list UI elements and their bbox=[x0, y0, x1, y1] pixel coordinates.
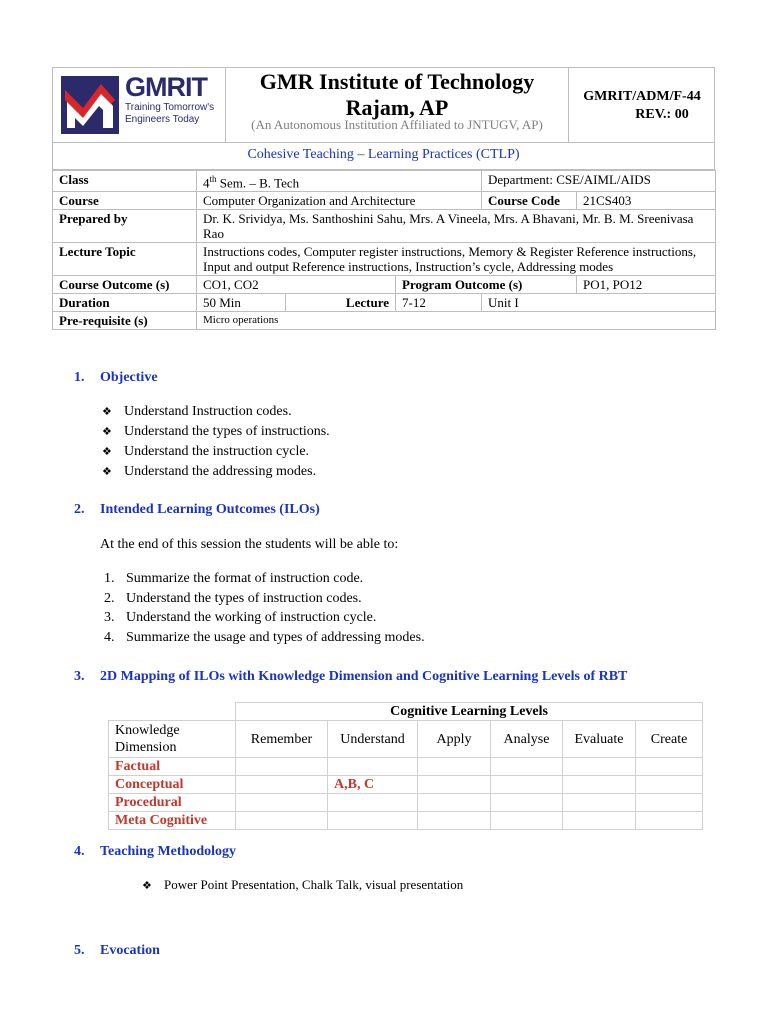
table-row bbox=[109, 703, 703, 721]
logo-tagline-2: Engineers Today bbox=[125, 114, 200, 125]
knowledge-dimension-label: Knowledge Dimension bbox=[109, 721, 236, 758]
section-number: 4. bbox=[74, 844, 85, 859]
dimension-factual: Factual bbox=[109, 758, 236, 776]
class-label: Class bbox=[53, 171, 197, 192]
course-code-value: 21CS403 bbox=[577, 192, 716, 210]
course-outcome-label: Course Outcome (s) bbox=[53, 276, 197, 294]
rbt-mapping-table bbox=[108, 702, 703, 830]
ilo-number: 1. bbox=[104, 571, 115, 586]
table-row bbox=[53, 210, 716, 243]
table-row bbox=[53, 276, 716, 294]
course-outcome-value: CO1, CO2 bbox=[197, 276, 396, 294]
table-row bbox=[53, 294, 716, 312]
list-item bbox=[102, 464, 316, 480]
class-value bbox=[197, 171, 482, 192]
program-outcome-label: Program Outcome (s) bbox=[396, 276, 577, 294]
section-methodology-heading bbox=[74, 844, 236, 860]
section-objective-heading bbox=[74, 370, 158, 386]
section-rbt-heading bbox=[74, 669, 627, 685]
institute-subtitle: (An Autonomous Institution Affiliated to JNTUGV, AP) bbox=[251, 117, 543, 132]
empty-cell bbox=[109, 703, 236, 721]
cognitive-levels-header: Cognitive Learning Levels bbox=[236, 703, 703, 721]
revision: REV.: 00 bbox=[635, 107, 689, 122]
ilo-text: Understand the working of instruction cycle. bbox=[126, 610, 377, 625]
section-title: Evocation bbox=[100, 943, 160, 958]
objective-text: Understand the instruction cycle. bbox=[124, 444, 310, 459]
list-item bbox=[104, 630, 425, 646]
diamond-bullet-icon: ❖ bbox=[102, 406, 112, 418]
table-row bbox=[109, 812, 703, 830]
dimension-procedural: Procedural bbox=[109, 794, 236, 812]
table-row bbox=[109, 758, 703, 776]
institute-line-1: GMR Institute of Technology bbox=[259, 69, 535, 94]
logo-cell bbox=[53, 68, 226, 142]
section-number: 5. bbox=[74, 943, 85, 958]
diamond-bullet-icon: ❖ bbox=[142, 880, 152, 892]
table-row bbox=[53, 312, 716, 330]
lecture-value: 7-12 bbox=[396, 294, 482, 312]
lecture-topic-label: Lecture Topic bbox=[53, 243, 197, 276]
prepared-by-label: Prepared by bbox=[53, 210, 197, 243]
level-analyse: Analyse bbox=[491, 721, 563, 758]
objective-text: Understand Instruction codes. bbox=[124, 404, 292, 419]
class-sem-suffix: th bbox=[209, 174, 217, 184]
section-number: 1. bbox=[74, 370, 85, 385]
level-understand: Understand bbox=[328, 721, 418, 758]
diamond-bullet-icon: ❖ bbox=[102, 466, 112, 478]
duration-value: 50 Min bbox=[197, 294, 286, 312]
course-code-label: Course Code bbox=[482, 192, 577, 210]
ilo-intro: At the end of this session the students will be able to: bbox=[100, 537, 399, 552]
program-outcome-value: PO1, PO12 bbox=[577, 276, 716, 294]
logo-tagline-1: Training Tomorrow's bbox=[125, 102, 215, 113]
conceptual-understand-cell: A,B, C bbox=[328, 776, 418, 794]
course-value: Computer Organization and Architecture bbox=[197, 192, 482, 210]
level-remember: Remember bbox=[236, 721, 328, 758]
list-item bbox=[142, 877, 463, 893]
diamond-bullet-icon: ❖ bbox=[102, 426, 112, 438]
diamond-bullet-icon: ❖ bbox=[102, 446, 112, 458]
institute-name bbox=[226, 68, 568, 121]
objective-text: Understand the types of instructions. bbox=[124, 424, 330, 439]
dimension-conceptual: Conceptual bbox=[109, 776, 236, 794]
duration-label: Duration bbox=[53, 294, 197, 312]
institute-line-2: Rajam, AP bbox=[345, 95, 449, 120]
course-label: Course bbox=[53, 192, 197, 210]
prepared-by-value: Dr. K. Srividya, Ms. Santhoshini Sahu, Mrs. A Vineela, Mrs. A Bhavani, Mr. B. M. Sreenivasa Rao bbox=[197, 210, 716, 243]
ilo-number: 3. bbox=[104, 610, 115, 625]
document-header bbox=[52, 67, 715, 143]
course-info-table bbox=[52, 170, 716, 330]
document-code: GMRIT/ADM/F-44 bbox=[583, 89, 701, 104]
logo-name: GMRIT bbox=[125, 72, 207, 102]
ilo-number: 2. bbox=[104, 591, 115, 606]
list-item bbox=[102, 444, 309, 460]
section-title: Objective bbox=[100, 370, 158, 385]
level-apply: Apply bbox=[418, 721, 491, 758]
section-evocation-heading bbox=[74, 943, 160, 959]
level-create: Create bbox=[636, 721, 703, 758]
prerequisite-value: Micro operations bbox=[197, 312, 716, 330]
class-sem-number: 4 bbox=[203, 175, 210, 191]
table-row bbox=[53, 243, 716, 276]
table-row bbox=[109, 721, 703, 758]
lecture-topic-value: Instructions codes, Computer register instructions, Memory & Register Reference instructions, Input and output Reference instructions, Instruction’s cycle, Addressing modes bbox=[197, 243, 716, 276]
section-title: Teaching Methodology bbox=[100, 844, 236, 859]
section-title: 2D Mapping of ILOs with Knowledge Dimension and Cognitive Learning Levels of RBT bbox=[100, 669, 628, 684]
methodology-text: Power Point Presentation, Chalk Talk, visual presentation bbox=[164, 877, 464, 892]
ilo-text: Summarize the format of instruction code. bbox=[126, 571, 364, 586]
level-evaluate: Evaluate bbox=[563, 721, 636, 758]
list-item bbox=[104, 610, 376, 626]
table-row bbox=[109, 776, 703, 794]
list-item bbox=[102, 424, 330, 440]
section-ilo-heading bbox=[74, 502, 320, 518]
dimension-meta-cognitive: Meta Cognitive bbox=[109, 812, 236, 830]
prerequisite-label: Pre-requisite (s) bbox=[53, 312, 197, 330]
lecture-label: Lecture bbox=[286, 294, 396, 312]
class-sem-rest: Sem. – B. Tech bbox=[216, 175, 300, 191]
unit-value: Unit I bbox=[482, 294, 716, 312]
section-title: Intended Learning Outcomes (ILOs) bbox=[100, 502, 320, 517]
table-row bbox=[109, 794, 703, 812]
list-item bbox=[104, 591, 362, 607]
section-number: 3. bbox=[74, 669, 85, 684]
ctlp-title: Cohesive Teaching – Learning Practices (CTLP) bbox=[52, 143, 715, 170]
department-value: Department: CSE/AIML/AIDS bbox=[482, 171, 716, 192]
ilo-text: Understand the types of instruction codes. bbox=[126, 591, 362, 606]
list-item bbox=[104, 571, 363, 587]
logo-text bbox=[125, 72, 214, 126]
list-item bbox=[102, 404, 292, 420]
table-row bbox=[53, 171, 716, 192]
objective-text: Understand the addressing modes. bbox=[124, 464, 317, 479]
table-row bbox=[53, 192, 716, 210]
ilo-text: Summarize the usage and types of addressing modes. bbox=[126, 630, 425, 645]
document-code-cell bbox=[568, 68, 715, 142]
ilo-number: 4. bbox=[104, 630, 115, 645]
section-number: 2. bbox=[74, 502, 85, 517]
gmrit-logo-icon bbox=[61, 76, 119, 134]
